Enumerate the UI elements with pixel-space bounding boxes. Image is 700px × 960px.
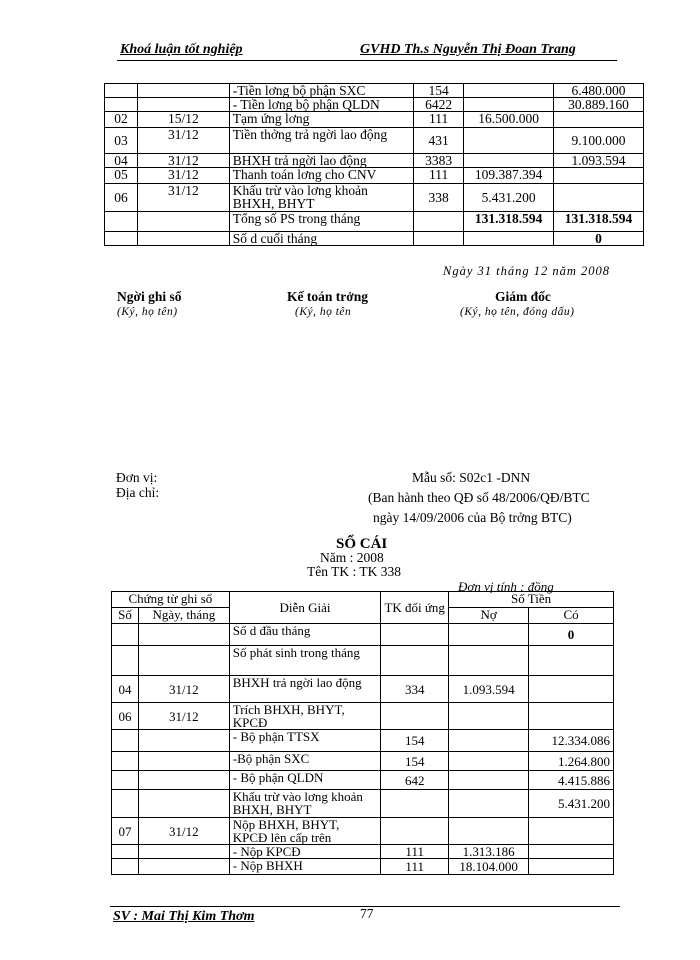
header-debit: Nợ xyxy=(449,608,529,624)
journal-description: Số d cuối tháng xyxy=(229,232,413,246)
journal-credit: 6.480.000 xyxy=(554,84,644,98)
signature-director-title: Giám đốc xyxy=(495,289,551,304)
ledger-debit xyxy=(449,790,529,818)
header-voucher: Chứng từ ghi sổ xyxy=(112,592,230,608)
journal-credit: 9.100.000 xyxy=(554,128,644,154)
journal-no: 04 xyxy=(105,154,138,168)
journal-date xyxy=(137,98,229,112)
ledger-debit xyxy=(449,646,529,676)
journal-no xyxy=(105,232,138,246)
ledger-no: 06 xyxy=(112,703,139,730)
ledger-credit xyxy=(529,859,614,875)
journal-no: 03 xyxy=(105,128,138,154)
journal-date: 31/12 xyxy=(137,154,229,168)
table-row xyxy=(112,771,614,790)
table-row xyxy=(105,98,644,112)
ledger-account: 154 xyxy=(381,730,449,752)
unit-label: Đơn vị: xyxy=(116,470,158,485)
ledger-date xyxy=(138,771,229,790)
page-number: 77 xyxy=(360,906,374,921)
ledger-account xyxy=(381,646,449,676)
ledger-no xyxy=(112,845,139,859)
header-voucher-date: Ngày, tháng xyxy=(138,608,229,624)
signature-director-sub: (Ký, họ tên, đóng dấu) xyxy=(460,306,575,318)
table-row xyxy=(112,790,614,818)
table-row xyxy=(105,232,644,246)
journal-description: Tổng số PS trong tháng xyxy=(229,212,413,232)
journal-debit xyxy=(464,128,554,154)
signature-accountant-title: Kế toán trởng xyxy=(287,289,368,304)
journal-date: 31/12 xyxy=(137,184,229,212)
journal-debit xyxy=(464,232,554,246)
footer-student: SV : Mai Thị Kim Thơm xyxy=(113,909,255,924)
journal-account xyxy=(414,212,464,232)
ledger-debit xyxy=(449,818,529,845)
signature-preparer-sub: (Ký, họ tên) xyxy=(117,306,178,318)
ledger-no xyxy=(112,771,139,790)
header-credit: Có xyxy=(529,608,614,624)
journal-description: - Tiền lơng bộ phận QLDN xyxy=(229,98,413,112)
ledger-title: SỔ CÁI xyxy=(336,536,388,552)
ledger-account xyxy=(381,624,449,646)
ledger-account xyxy=(381,818,449,845)
ledger-credit: 12.334.086 xyxy=(529,730,614,752)
journal-no: 06 xyxy=(105,184,138,212)
table-row xyxy=(105,154,644,168)
ledger-debit xyxy=(449,771,529,790)
journal-credit: 131.318.594 xyxy=(554,212,644,232)
journal-debit: 16.500.000 xyxy=(464,112,554,128)
ledger-debit xyxy=(449,730,529,752)
issued-line-1: (Ban hành theo QĐ số 48/2006/QĐ/BTC xyxy=(368,490,590,505)
table-row xyxy=(105,212,644,232)
ledger-date: 31/12 xyxy=(138,818,229,845)
ledger-description: BHXH trả ngời lao động xyxy=(229,676,381,703)
ledger-account: 154 xyxy=(381,752,449,771)
journal-no xyxy=(105,212,138,232)
journal-account xyxy=(414,232,464,246)
header-left: Khoá luận tốt nghiệp xyxy=(120,42,243,57)
journal-credit: 30.889.160 xyxy=(554,98,644,112)
ledger-account xyxy=(381,790,449,818)
journal-debit xyxy=(464,84,554,98)
journal-no xyxy=(105,98,138,112)
table-row xyxy=(112,676,614,703)
ledger-debit xyxy=(449,624,529,646)
journal-account: 111 xyxy=(414,112,464,128)
ledger-no xyxy=(112,790,139,818)
header-amount: Số Tiền xyxy=(449,592,614,608)
ledger-date xyxy=(138,859,229,875)
ledger-debit xyxy=(449,703,529,730)
journal-date xyxy=(137,84,229,98)
journal-debit xyxy=(464,154,554,168)
ledger-account: Tên TK : TK 338 xyxy=(307,564,401,579)
ledger-description: Trích BHXH, BHYT, KPCĐ xyxy=(229,703,381,730)
ledger-no xyxy=(112,859,139,875)
journal-account: 3383 xyxy=(414,154,464,168)
ledger-description: Khấu trừ vào lơng khoản BHXH, BHYT xyxy=(229,790,381,818)
ledger-no xyxy=(112,646,139,676)
ledger-credit xyxy=(529,818,614,845)
header-voucher-no: Số xyxy=(112,608,139,624)
issued-line-2: ngày 14/09/2006 của Bộ trởng BTC) xyxy=(373,510,572,525)
ledger-debit: 1.093.594 xyxy=(449,676,529,703)
table-row xyxy=(105,112,644,128)
ledger-no xyxy=(112,752,139,771)
journal-account: 111 xyxy=(414,168,464,184)
ledger-date xyxy=(138,845,229,859)
journal-no: 02 xyxy=(105,112,138,128)
ledger-no xyxy=(112,624,139,646)
journal-no xyxy=(105,84,138,98)
journal-credit xyxy=(554,168,644,184)
ledger-no: 07 xyxy=(112,818,139,845)
ledger-credit: 4.415.886 xyxy=(529,771,614,790)
ledger-description: Nộp BHXH, BHYT, KPCĐ lên cấp trên xyxy=(229,818,381,845)
ledger-date xyxy=(138,624,229,646)
ledger-debit: 1.313.186 xyxy=(449,845,529,859)
table-row xyxy=(112,752,614,771)
ledger-credit: 5.431.200 xyxy=(529,790,614,818)
journal-credit xyxy=(554,112,644,128)
journal-debit: 109.387.394 xyxy=(464,168,554,184)
ledger-description: Số phát sinh trong tháng xyxy=(229,646,381,676)
date-line: Ngày 31 tháng 12 năm 2008 xyxy=(443,264,611,278)
ledger-date xyxy=(138,790,229,818)
ledger-account: 111 xyxy=(381,845,449,859)
ledger-debit: 18.104.000 xyxy=(449,859,529,875)
journal-description: Thanh toán lơng cho CNV xyxy=(229,168,413,184)
header-description: Diễn Giải xyxy=(229,592,381,624)
ledger-no xyxy=(112,730,139,752)
header-right: GVHD Th.s Nguyễn Thị Đoan Trang xyxy=(360,42,576,57)
journal-no: 05 xyxy=(105,168,138,184)
journal-table xyxy=(104,83,644,246)
table-row xyxy=(112,845,614,859)
table-row xyxy=(112,624,614,646)
ledger-account: 642 xyxy=(381,771,449,790)
journal-credit: 0 xyxy=(554,232,644,246)
journal-description: Tạm ứng lơng xyxy=(229,112,413,128)
ledger-date: 31/12 xyxy=(138,703,229,730)
table-row xyxy=(112,818,614,845)
signature-preparer-title: Ngời ghi sổ xyxy=(117,289,182,304)
journal-description: Tiền thởng trả ngời lao động xyxy=(229,128,413,154)
table-row xyxy=(112,730,614,752)
ledger-credit: 1.264.800 xyxy=(529,752,614,771)
ledger-date xyxy=(138,646,229,676)
header-rule xyxy=(117,60,617,61)
journal-date: 15/12 xyxy=(137,112,229,128)
table-row xyxy=(105,168,644,184)
journal-date: 31/12 xyxy=(137,168,229,184)
ledger-description: -Bộ phận SXC xyxy=(229,752,381,771)
ledger-debit xyxy=(449,752,529,771)
ledger-account xyxy=(381,703,449,730)
journal-credit xyxy=(554,184,644,212)
currency-unit: Đơn vị tính : đồng xyxy=(458,579,554,594)
journal-date xyxy=(137,212,229,232)
table-row xyxy=(112,703,614,730)
form-number: Mẫu số: S02c1 -DNN xyxy=(412,470,531,485)
ledger-description: - Nộp KPCĐ xyxy=(229,845,381,859)
journal-date: 31/12 xyxy=(137,128,229,154)
ledger-description: - Bộ phận TTSX xyxy=(229,730,381,752)
ledger-description: - Nộp BHXH xyxy=(229,859,381,875)
table-row xyxy=(105,128,644,154)
ledger-credit: 0 xyxy=(529,624,614,646)
journal-description: Khấu trừ vào lơng khoản BHXH, BHYT xyxy=(229,184,413,212)
table-row xyxy=(112,859,614,875)
ledger-date: 31/12 xyxy=(138,676,229,703)
ledger-year: Năm : 2008 xyxy=(320,550,384,565)
ledger-no: 04 xyxy=(112,676,139,703)
ledger-credit xyxy=(529,676,614,703)
ledger-account: 111 xyxy=(381,859,449,875)
journal-credit: 1.093.594 xyxy=(554,154,644,168)
table-row xyxy=(105,84,644,98)
journal-account: 431 xyxy=(414,128,464,154)
ledger-credit xyxy=(529,646,614,676)
journal-description: -Tiền lơng bộ phận SXC xyxy=(229,84,413,98)
table-row xyxy=(105,184,644,212)
journal-debit xyxy=(464,98,554,112)
ledger-credit xyxy=(529,845,614,859)
address-label: Địa chỉ: xyxy=(116,485,160,500)
journal-account: 6422 xyxy=(414,98,464,112)
ledger-date xyxy=(138,730,229,752)
ledger-date xyxy=(138,752,229,771)
journal-debit: 5.431.200 xyxy=(464,184,554,212)
signature-accountant-sub: (Ký, họ tên xyxy=(295,306,352,318)
ledger-table xyxy=(111,591,614,875)
ledger-description: - Bộ phận QLDN xyxy=(229,771,381,790)
table-row xyxy=(112,646,614,676)
journal-debit: 131.318.594 xyxy=(464,212,554,232)
ledger-credit xyxy=(529,703,614,730)
journal-account: 338 xyxy=(414,184,464,212)
journal-account: 154 xyxy=(414,84,464,98)
journal-date xyxy=(137,232,229,246)
ledger-account: 334 xyxy=(381,676,449,703)
ledger-description: Số d đầu tháng xyxy=(229,624,381,646)
journal-description: BHXH trả ngời lao động xyxy=(229,154,413,168)
header-account: TK đối ứng xyxy=(381,592,449,624)
